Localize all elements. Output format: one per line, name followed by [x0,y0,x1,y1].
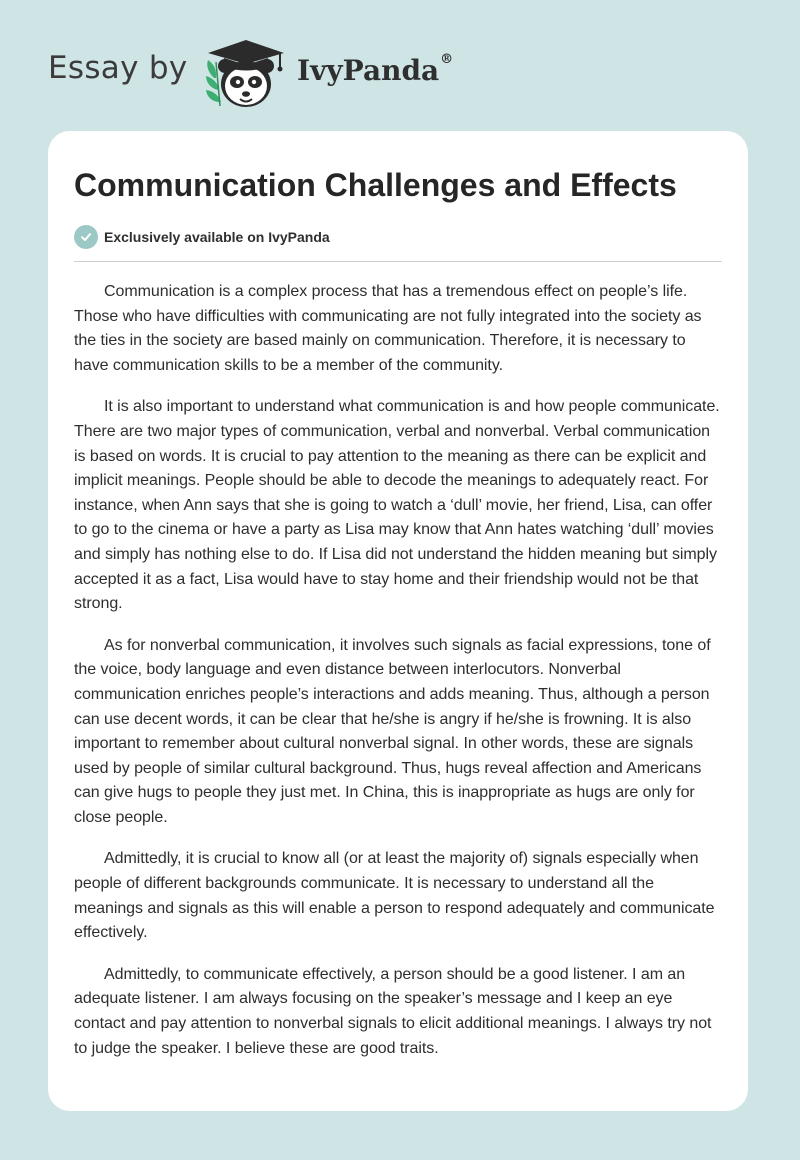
paragraph: As for nonverbal communication, it involves such signals as facial expressions, tone of the voice, body language and even distance between interlocutors. Nonverbal communication enriches people’s interactions and adds meaning. Thus, although a person can use decent words, it can be clear that he/she is angry if he/she is frowning. It is also important to remember about cultural nonverbal signal. In other words, these are signals used by people of similar cultural background. Thus, hugs reveal affection and Americans can give hugs to people they just met. In China, this is inappropriate as hugs are only for close people. [74,636,711,826]
site-header [0,0,800,130]
paragraph: Admittedly, it is crucial to know all (or at least the majority of) signals especially when people of different backgrounds communicate. It is necessary to understand all the meanings and signals as this will enable a person to respond adequately and communicate effectively. [74,850,715,942]
essay-by-label: Essay by [48,50,188,86]
page-title: Communication Challenges and Effects [74,167,677,203]
exclusive-label: Exclusively available on IvyPanda [104,229,330,245]
paragraph: It is also important to understand what communication is and how people communicate. There are two major types of communication, verbal and nonverbal. Verbal communication is based on words. It is crucial to pay attention to the meaning as there can be explicit and implicit meanings. People should be able to decode the meanings to adequately react. For instance, when Ann says that she is going to watch a ‘dull’ movie, her friend, Lisa, can offer to go to the cinema or have a party as Lisa may know that Ann hates watching ‘dull’ movies and simply has nothing else to do. If Lisa did not understand the hidden meaning but simply accepted it as a fact, Lisa would have to stay home and their friendship would not be that strong. [74,398,720,613]
divider [74,261,722,262]
essay-card [48,131,748,1111]
exclusive-badge [74,225,722,249]
brand-name-text: IvyPanda [297,54,440,87]
brand-name[interactable] [297,54,453,87]
essay-body [74,280,722,1061]
paragraph: Communication is a complex process that has a tremendous effect on people’s life. Those who have difficulties with communicating are not fully integrated into the society as the ties in the society are based mainly on communication. Therefore, it is necessary to have communication skills to be a member of the community. [74,283,702,374]
paragraph: Admittedly, to communicate effectively, a person should be a good listener. I am an adequate listener. I am always focusing on the speaker’s message and I keep an eye contact and pay attention to nonverbal signals to elicit additional meanings. I always try not to judge the speaker. I believe these are good traits. [74,965,712,1057]
panda-graduation-cap-icon[interactable] [200,34,300,112]
registered-mark: ® [440,52,454,67]
checkmark-icon [74,225,98,249]
